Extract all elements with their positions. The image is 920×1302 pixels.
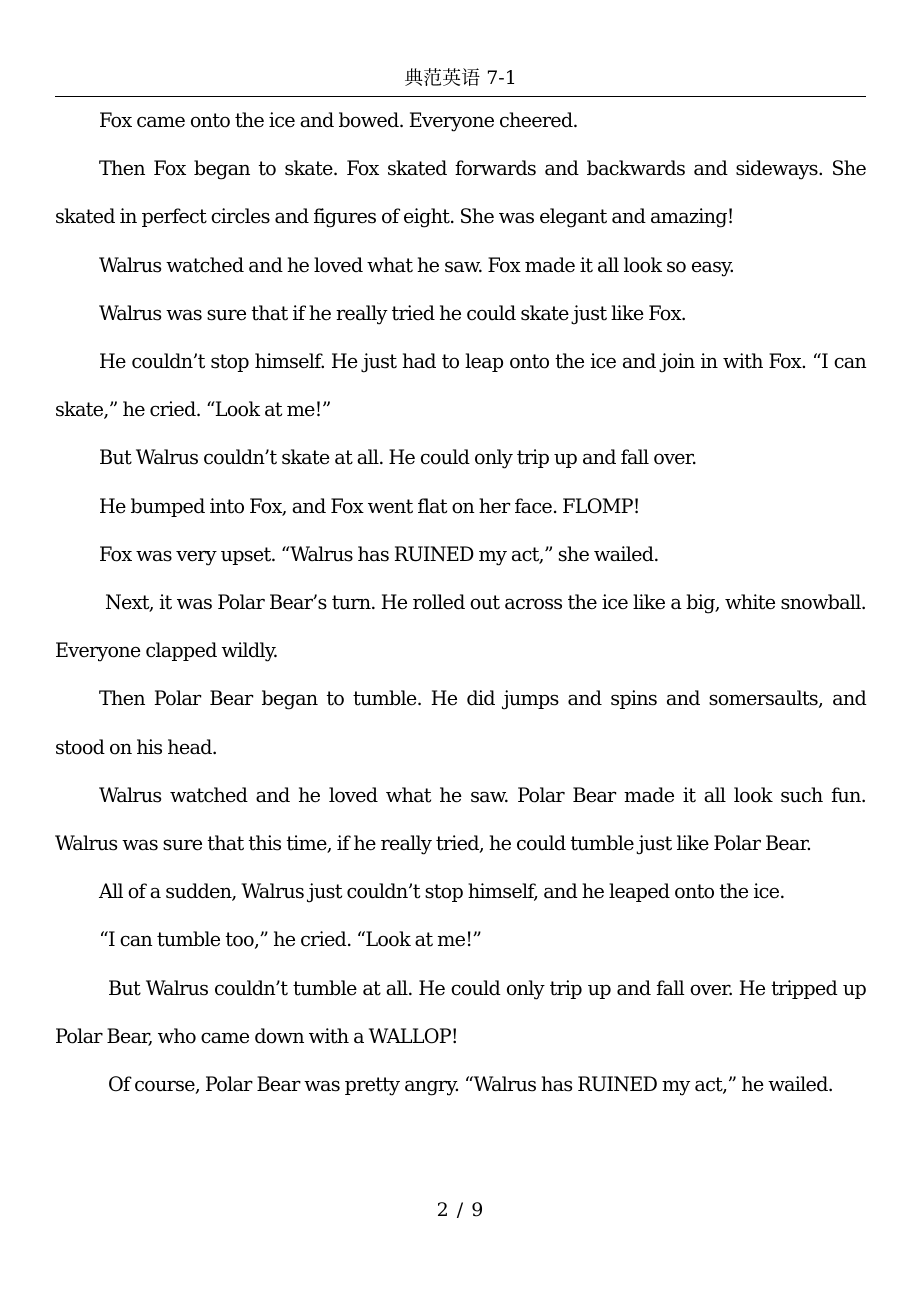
paragraph: Walrus was sure that if he really tried he could skate just like Fox. [99,301,687,325]
paragraph: Of course, Polar Bear was pretty angry. “Walrus has RUINED my act,” he wailed. [108,1073,833,1097]
page-number: 2 / 9 [436,1199,485,1221]
paragraph: Next, it was Polar Bear’s turn. He rolled out across the ice like a big, white snowball. Everyone clapped wildly. [55,591,866,663]
paragraph: Walrus watched and he loved what he saw. Polar Bear made it all look such fun. Walrus was sure that this time, if he really tried, he could tumble just like Polar Bear. [55,783,866,856]
paragraph: But Walrus couldn’t skate at all. He could only trip up and fall over. [99,446,697,470]
paragraph: He couldn’t stop himself. He just had to leap onto the ice and join in with Fox. “I can skate,” he cried. “Look at me!” [55,350,866,422]
paragraph: Then Fox began to skate. Fox skated forwards and backwards and sideways. She skated in perfect circles and figures of eight. She was elegant and amazing! [55,157,866,229]
paragraph: Then Polar Bear began to tumble. He did jumps and spins and somersaults, and stood on his head. [55,687,866,759]
paragraph: But Walrus couldn’t tumble at all. He could only trip up and fall over. He tripped up Polar Bear, who came down with a WALLOP! [55,976,866,1048]
paragraph: He bumped into Fox, and Fox went flat on her face. FLOMP! [99,494,640,518]
paragraph: Fox came onto the ice and bowed. Everyone cheered. [99,109,578,132]
paragraph: Walrus watched and he loved what he saw. Fox made it all look so easy. [99,253,735,277]
paragraph: Fox was very upset. “Walrus has RUINED my act,” she wailed. [99,542,659,566]
paragraph: All of a sudden, Walrus just couldn’t stop himself, and he leaped onto the ice. [99,880,785,904]
page-header-title: 典范英语 7-1 [404,67,517,89]
paragraph: “I can tumble too,” he cried. “Look at me!” [99,928,482,952]
story-text [55,97,866,1109]
